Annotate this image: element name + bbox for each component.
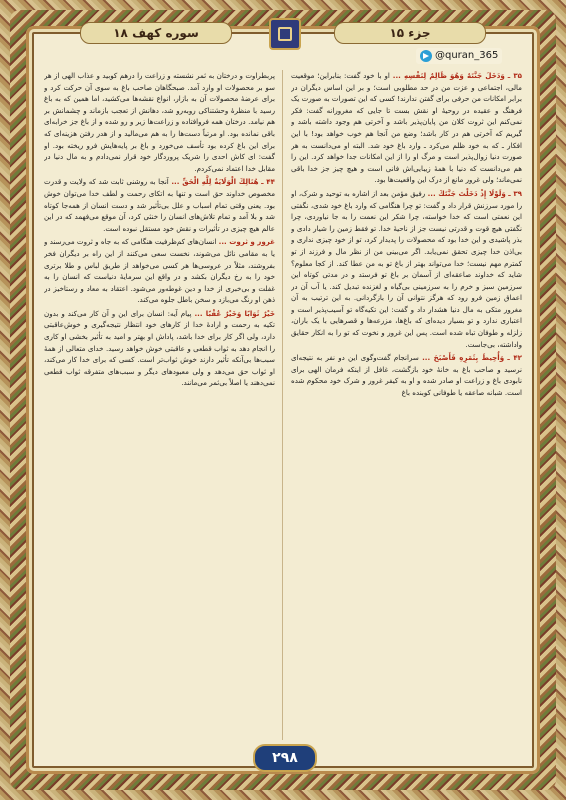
telegram-handle[interactable] [416,48,502,64]
juz-label: جزء ۱۵ [334,22,486,44]
commentary-paragraph [44,308,275,389]
commentary-paragraph [291,70,522,186]
surah-label: سوره کهف ۱۸ [80,22,232,44]
commentary-text: سرانجام گفت‌وگوی این دو نفر به نتیجه‌ای نرسید و صاحب باغ به خانهٔ خود بازگشت، غافل از اینکه فرمان الهی برای نابودی باغ و زراعت او صادر شده و او به کیفر غرور و شرک خود محکوم شده است. شبانه صاعقه یا طوفانی کوبنده باغ [291,353,522,398]
page-number: ۲۹۸ [253,744,317,772]
commentary-paragraph [44,176,275,234]
commentary-text: آنجا به روشنی ثابت شد که ولایت و قدرت مخصوص خداوند حق است و تنها به اتکای رحمت و لطف خدا می‌توان خوش بود. یعنی وقتی تمام اسباب و علل بی‌تأثیر شد و دست انسان از همه‌جا کوتاه شد و بلا آمد و تمام تلاش‌های انسان را خنثی کرد، آن موقع می‌فهمد که در این عالم هیچ چیزی در تأثیرات و نقش خود مستقل نبوده است. [44,177,275,233]
commentary-paragraph [44,236,275,306]
commentary-text: او با خود گفت: بنابراین؛ موقعیت مالی، اجتماعی و عزت من در حد مطلوبی است؛ و بر این اساس دیگران در برابر امکانات من حرفی برای گفتن ندارند! کسی که این تصورات به صورت یک فرهنگ و عقیده در روحیهٔ او نقش بست تا جایی که مغرورانه گفت: فکر نمی‌کنم این ثروت کلان من پایان‌پذیر باشد و آخرتی هم وجود داشته باشد و گیریم که آخرتی هم در کار باشد؛ وضع من آنجا هم خوب خواهد بود! با این افکار ـ که به خود ظلم می‌کرد ـ وارد باغ خود شد. البته او می‌دانست به هر صورت دنیا زوال‌پذیر است و مرگ او را از این امکانات جدا خواهد کرد. این را هم می‌دانست که دنیا با همهٔ زیبایی‌اش فانی است و هیچ چیز جز خدا باقی نمی‌ماند؛ ولی غرور مانع از درک این واقعیت‌ها بود. [291,71,522,185]
verse-number: ۴۲ ـ [507,353,522,363]
verse-quote: غرور و ثروت ... [218,237,275,247]
verse-number: ۳۵ ـ [507,71,522,80]
commentary-content [44,70,522,740]
column-divider [282,70,283,740]
commentary-text: پربطراوت و درختان به ثمر نشسته و زراعت را درهم کوبید و عذاب الهی از هر سو بر محصولات او وارد آمد. صبحگاهان صاحب باغ به سوی آن حرکت کرد و برای عرضهٔ محصولات آن به بازار، انواع نقشه‌ها می‌کشید، اما همین که به باغ رسید با منظرهٔ وحشتناکی روبه‌رو شد، دهانش از تعجب بازماند و چشمانش بر هم نیامد. درختان همه فروافتاده و زراعت‌ها زیر و رو شده و از باغ جز خرابه‌ای باقی نمانده بود. او مرتباً دست‌ها را به هم می‌مالید و از هدر رفتن هزینه‌ای که برای این باغ کرده بود تأسف می‌خورد و باغ بر پایه‌هایش فرو ریخته بود. او گفت: ای کاش احدی را شریک پروردگار خود قرار نمی‌دادم و به مال دنیا در مقابل خدا اعتماد نمی‌کردم. [44,71,275,173]
commentary-text: پیام آیه: انسان برای این و آن کار می‌کند و بدون تکیه به رحمت و ارادهٔ خدا از کارهای خود انتظار نتیجه‌گیری و خوش‌عاقبتی دارد، ولی اگر کار برای خدا باشد، پاداش او بهتر و امید به تأثیر بخشی او کاری را انجام دهد به ثواب قطعی و عاقبتی خوش خواهد رسید. خدای متعالی از همهٔ سبب‌ها بی‌آنکه تأثیر دارند خوش ثواب‌تر است. کسی که برای خدا کار می‌کند، او ثواب حق می‌دهد و ولی معبودهای دیگر و سبب‌های متفرقه ثواب قطعی نمی‌دهند یا اصلاً بی‌ثمر می‌مانند. [44,308,275,388]
verse-quote: هُنَالِكَ الْوَلَايَةُ لِلَّهِ الْحَقِّ ... [171,177,259,187]
commentary-paragraph [44,70,275,174]
right-column [291,70,522,740]
left-column [44,70,275,740]
quran-emblem-icon [269,18,301,50]
verse-quote: وَأُحِيطَ بِثَمَرِهِ فَأَصْبَحَ ... [422,353,505,363]
handle-text: @quran_365 [435,50,499,61]
commentary-paragraph [291,188,522,350]
commentary-paragraph [291,352,522,398]
verse-quote: وَلَوْلَا إِذْ دَخَلْتَ جَنَّتَكَ ... [427,188,506,198]
verse-quote: وَدَخَلَ جَنَّتَهُ وَهُوَ ظَالِمٌ لِنَفْسِهِ ... [392,71,505,80]
commentary-text: رفیق مؤمن بعد از اشاره به توحید و شرک، او را مورد سرزنش قرار داد و گفت: تو چرا هنگامی که وارد باغ خود شدی، نگفتی این نعمتی است که خدا خواسته، چرا شکر این نعمت را به جا نیاوردی، چرا نگفتی هیچ قوت و قدرتی نیست جز از ناحیهٔ خدا. تو فقط زمین را شیار دادی و بذر پاشیدی و این خدا بود که محصولات را پدیدار کرد، تو از خود چیزی نداری و بی‌اذن خدا چیزی تحقق نمی‌یابد. اگر می‌بینی من از نظر مال و فرزند از تو کمترم مهم نیست؛ خدا می‌تواند بهتر از باغ تو به من عطا کند. از کجا معلوم؟ شاید که خداوند صاعقه‌ای از آسمان بر باغ تو فرستد و در مدتی کوتاه این سرزمین سبز و خرم را به سرزمینی بی‌گیاه و لغزنده تبدیل کند. یا آب آن در اعماق زمین فرو رود که هرگز نتوانی آن را بازگردانی. به این ترتیب به آن مغرور متکی به مال دنیا هشدار داد و گفت: این تکیه‌گاه تو آسیب‌پذیر است و اعتباری ندارد و تو بسیار دیده‌ای که باغ‌ها، مزرعه‌ها و قصرهایی با یک باران، زلزله و طوفان تباه شده است. پس این غرور و نخوت که تو را به انکار حقایق واداشته، بی‌جاست. [291,188,522,349]
telegram-icon [420,50,432,62]
verse-number: ۴۴ ـ [261,177,275,187]
commentary-text: انسان‌های کم‌ظرفیت هنگامی که به جاه و ثروت می‌رسند و یا به مقامی نائل می‌شوند، نخست سعی می‌کنند از این راه بر دیگران فخر بفروشند، مثلاً در عروسی‌ها هر کسی می‌خواهد از طریق لباس و طلا برتری خود را به رخ دیگران بکشد و در واقع این سرمایهٔ دنیاست که انسان را به غفلت و بی‌خبری از خدا و دین غوطه‌ور می‌شود. اعتقاد به معاد و رستاخیز در ذهن او رنگ می‌بازد و سخن باطل جلوه می‌کند. [44,237,275,305]
verse-quote: خَيْرٌ ثَوَابًا وَخَيْرٌ عُقْبًا ... [194,308,275,318]
page-header [40,18,526,44]
verse-number: ۳۹ ـ [508,188,522,198]
